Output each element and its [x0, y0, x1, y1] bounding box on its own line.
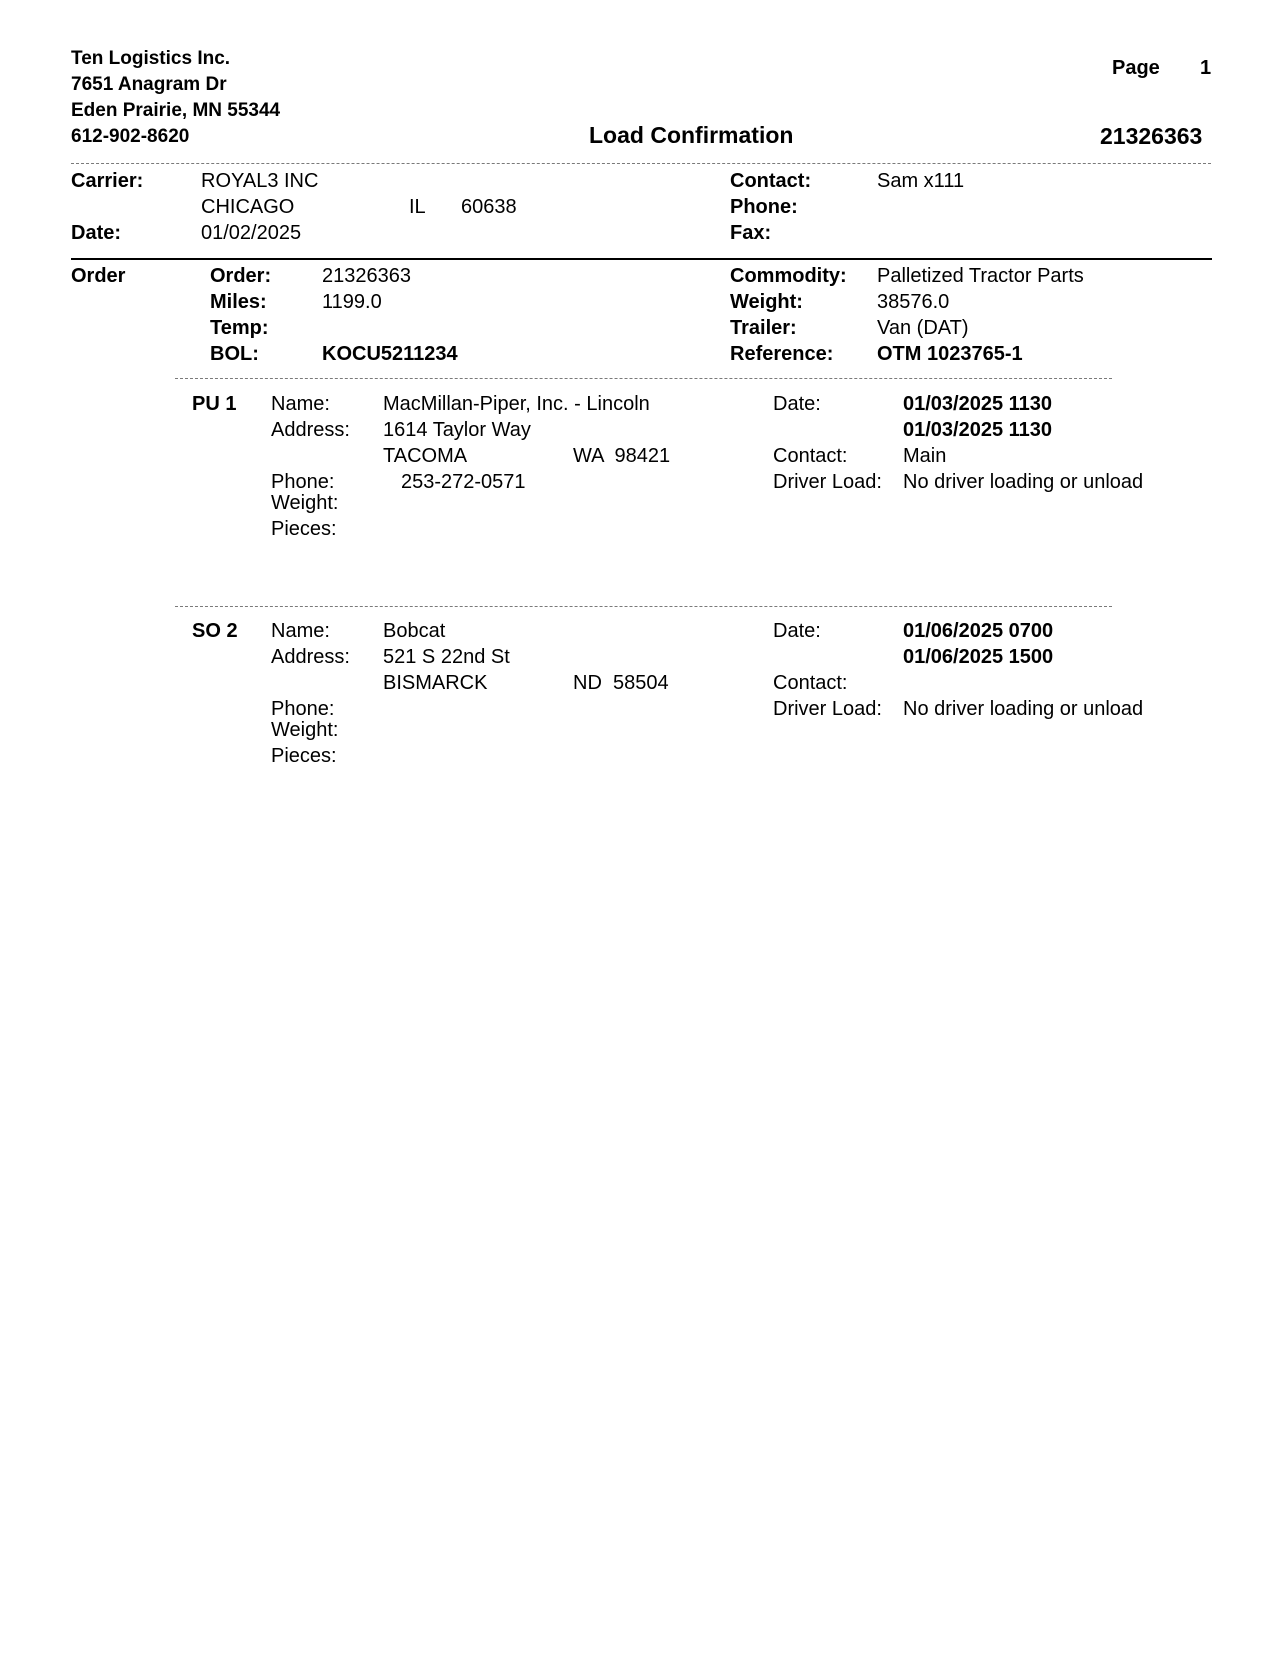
load-number: 21326363 — [1100, 123, 1203, 149]
order-weight-label: Weight: — [730, 291, 803, 313]
trailer-value: Van (DAT) — [877, 317, 969, 339]
stop-date-end: 01/06/2025 1500 — [903, 646, 1054, 668]
bol-value: KOCU5211234 — [322, 343, 458, 365]
carrier-city: CHICAGO — [201, 196, 295, 218]
commodity-value: Palletized Tractor Parts — [877, 265, 1084, 287]
order-label: Order: — [210, 265, 272, 287]
date-label: Date: — [71, 222, 122, 244]
carrier-state: IL — [409, 196, 426, 218]
reference-value: OTM 1023765-1 — [877, 343, 1023, 365]
carrier-divider — [71, 258, 1212, 260]
order-value: 21326363 — [322, 265, 411, 287]
temp-label: Temp: — [210, 317, 269, 339]
commodity-label: Commodity: — [730, 265, 847, 287]
carrier-label: Carrier: — [71, 170, 144, 192]
carrier-zip: 60638 — [461, 196, 517, 218]
bol-label: BOL: — [210, 343, 259, 365]
miles-value: 1199.0 — [322, 291, 382, 313]
stop-city: TACOMA — [383, 445, 468, 467]
order-section-label: Order — [71, 265, 126, 287]
stop-contact-label: Contact: — [773, 445, 848, 467]
stop-date-label: Date: — [773, 620, 821, 642]
stop-driver-load: No driver loading or unload — [903, 471, 1144, 493]
company-city-state-zip: Eden Prairie, MN 55344 — [71, 100, 281, 121]
carrier-date: 01/02/2025 — [201, 222, 302, 244]
stop-code: SO 2 — [192, 620, 238, 642]
stop-address: 521 S 22nd St — [383, 646, 510, 668]
fax-label: Fax: — [730, 222, 772, 244]
stop-address-label: Address: — [271, 419, 350, 441]
stop-state-zip: ND 58504 — [573, 672, 669, 694]
miles-label: Miles: — [210, 291, 267, 313]
company-name: Ten Logistics Inc. — [71, 48, 231, 69]
stop-weight-label: Weight: — [271, 492, 339, 514]
company-street: 7651 Anagram Dr — [71, 74, 227, 95]
stop-date-end: 01/03/2025 1130 — [903, 419, 1053, 441]
company-phone: 612-902-8620 — [71, 126, 190, 147]
stop-address-label: Address: — [271, 646, 350, 668]
trailer-label: Trailer: — [730, 317, 797, 339]
stop-weight-label: Weight: — [271, 719, 339, 741]
stop-address: 1614 Taylor Way — [383, 419, 531, 441]
page-label: Page — [1112, 57, 1160, 79]
stop-contact: Main — [903, 445, 947, 467]
stop-date-label: Date: — [773, 393, 821, 415]
header-divider — [71, 163, 1211, 164]
stop-name-label: Name: — [271, 393, 330, 415]
stop-phone: 253-272-0571 — [401, 471, 526, 493]
carrier-name: ROYAL3 INC — [201, 170, 319, 192]
stop-phone-label: Phone: — [271, 698, 335, 720]
stop-city: BISMARCK — [383, 672, 488, 694]
stop-divider — [175, 378, 1112, 379]
phone-label: Phone: — [730, 196, 798, 218]
stop-driver-load-label: Driver Load: — [773, 471, 882, 493]
stop-state-zip: WA 98421 — [573, 445, 671, 467]
page-number: 1 — [1200, 57, 1212, 79]
reference-label: Reference: — [730, 343, 834, 365]
stop-driver-load: No driver loading or unload — [903, 698, 1144, 720]
stop-code: PU 1 — [192, 393, 237, 415]
stop-date-start: 01/03/2025 1130 — [903, 393, 1053, 415]
stop-pieces-label: Pieces: — [271, 518, 337, 540]
carrier-contact: Sam x111 — [877, 170, 965, 192]
stop-phone-label: Phone: — [271, 471, 335, 493]
stop-divider — [175, 606, 1112, 607]
stop-pieces-label: Pieces: — [271, 745, 337, 767]
stop-name: MacMillan-Piper, Inc. - Lincoln — [383, 393, 650, 415]
document-title: Load Confirmation — [589, 122, 794, 148]
contact-label: Contact: — [730, 170, 812, 192]
stop-date-start: 01/06/2025 0700 — [903, 620, 1054, 642]
stop-driver-load-label: Driver Load: — [773, 698, 882, 720]
stop-contact-label: Contact: — [773, 672, 848, 694]
stop-name-label: Name: — [271, 620, 330, 642]
stop-name: Bobcat — [383, 620, 446, 642]
order-weight-value: 38576.0 — [877, 291, 950, 313]
